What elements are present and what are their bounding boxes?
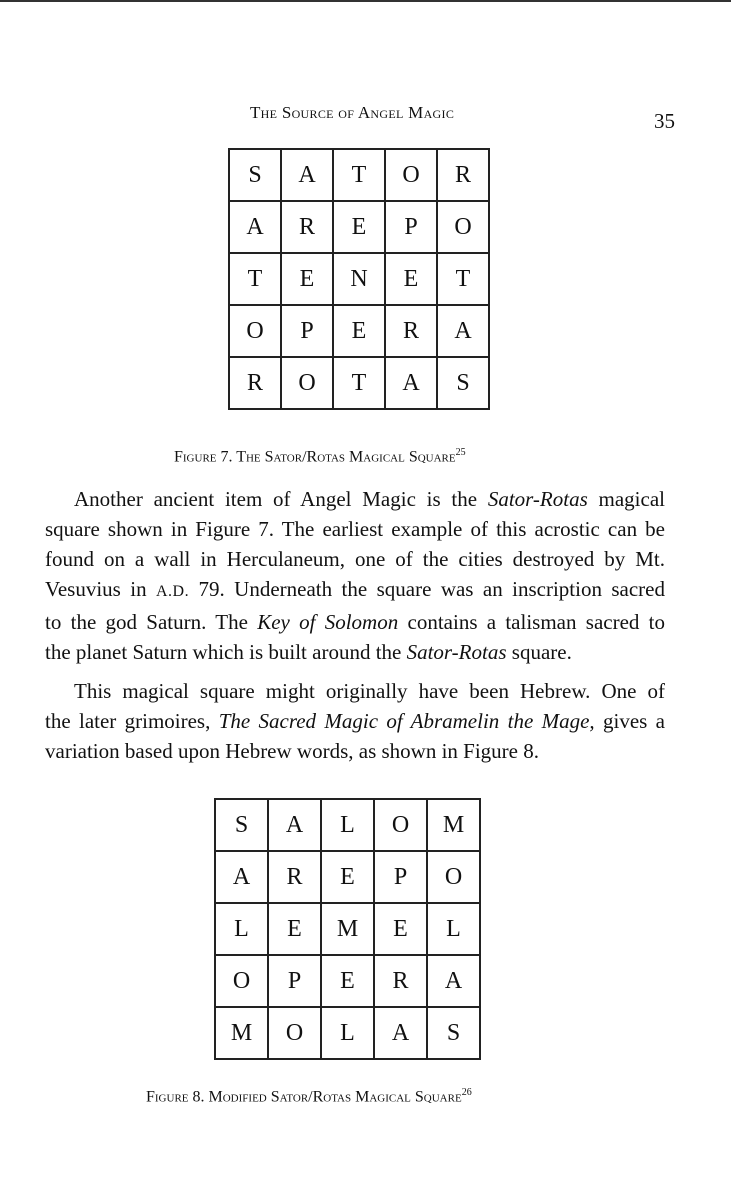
grid-cell: O	[374, 799, 427, 851]
grid-cell: R	[374, 955, 427, 1007]
grid-cell: R	[385, 305, 437, 357]
footnote-ref: 25	[455, 447, 466, 458]
footnote-ref: 26	[461, 1087, 472, 1098]
grid-cell: E	[321, 851, 374, 903]
text-run: 79. Underneath the square was an inscription sacred	[189, 577, 665, 601]
grid-cell: E	[374, 903, 427, 955]
text-run: This magical square might originally have been Hebrew. One of	[74, 679, 665, 703]
grid-cell: O	[268, 1007, 321, 1059]
page-edge	[0, 0, 731, 2]
caption-text: Figure 7. The Sator/Rotas Magical Square	[174, 448, 456, 466]
grid-row	[215, 799, 480, 851]
text-line	[45, 484, 665, 514]
grid-cell: E	[333, 305, 385, 357]
grid-cell: E	[385, 253, 437, 305]
grid-cell: A	[437, 305, 489, 357]
italic-title: Sator-Rotas	[406, 640, 507, 664]
grid-row	[215, 955, 480, 1007]
grid-cell: R	[281, 201, 333, 253]
grid-row	[229, 149, 489, 201]
grid-row	[215, 903, 480, 955]
grid-cell: L	[321, 1007, 374, 1059]
grid-row	[229, 305, 489, 357]
text-line	[45, 637, 665, 667]
grid-cell: A	[385, 357, 437, 409]
text-line	[45, 736, 665, 766]
grid-cell: M	[215, 1007, 268, 1059]
modified-square-grid	[214, 798, 481, 1060]
grid-row	[229, 357, 489, 409]
text-run: contains a talisman sacred to	[398, 610, 666, 634]
text-run: gives a	[594, 709, 665, 733]
grid-cell: T	[229, 253, 281, 305]
text-run: square.	[506, 640, 572, 664]
text-line	[45, 514, 665, 544]
grid-cell: O	[427, 851, 480, 903]
grid-cell: T	[437, 253, 489, 305]
grid-cell: E	[333, 201, 385, 253]
text-run: found on a wall in Herculaneum, one of the cities destroyed by Mt.	[45, 547, 665, 571]
grid-cell: A	[215, 851, 268, 903]
grid-cell: S	[437, 357, 489, 409]
grid-cell: E	[268, 903, 321, 955]
grid-cell: L	[321, 799, 374, 851]
grid-cell: N	[333, 253, 385, 305]
text-run: the planet Saturn which is built around the	[45, 640, 407, 664]
running-title: The Source of Angel Magic	[250, 103, 455, 122]
grid-cell: O	[281, 357, 333, 409]
grid-row	[215, 1007, 480, 1059]
grid-cell: R	[229, 357, 281, 409]
text-run: Another ancient item of Angel Magic is the	[74, 487, 488, 511]
paragraph-2	[45, 676, 665, 766]
text-line	[45, 574, 665, 607]
text-run: to the god Saturn. The	[45, 610, 258, 634]
grid-cell: O	[229, 305, 281, 357]
grid-cell: S	[229, 149, 281, 201]
grid-cell: O	[215, 955, 268, 1007]
italic-title: Sator-Rotas	[487, 487, 588, 511]
grid-row	[229, 253, 489, 305]
grid-cell: R	[268, 851, 321, 903]
grid-cell: O	[437, 201, 489, 253]
italic-title: Key of Solomon	[257, 610, 399, 634]
grid-cell: P	[374, 851, 427, 903]
grid-cell: P	[268, 955, 321, 1007]
grid-cell: T	[333, 357, 385, 409]
grid-cell: P	[385, 201, 437, 253]
grid-cell: A	[281, 149, 333, 201]
text-run: variation based upon Hebrew words, as shown in Figure 8.	[45, 739, 539, 763]
text-line	[45, 544, 665, 574]
text-run: Vesuvius in	[45, 577, 156, 601]
figure-7-caption	[174, 447, 466, 466]
grid-cell: M	[427, 799, 480, 851]
text-run: A.D.	[156, 583, 190, 600]
caption-text: Figure 8. Modified Sator/Rotas Magical Square	[146, 1088, 462, 1106]
grid-cell: P	[281, 305, 333, 357]
page-number: 35	[654, 109, 675, 133]
grid-row	[215, 851, 480, 903]
grid-cell: A	[427, 955, 480, 1007]
grid-cell: L	[427, 903, 480, 955]
grid-cell: A	[268, 799, 321, 851]
grid-cell: M	[321, 903, 374, 955]
grid-cell: E	[321, 955, 374, 1007]
text-line	[45, 607, 665, 637]
italic-title: The Sacred Magic of Abramelin the Mage,	[218, 709, 595, 733]
grid-cell: S	[427, 1007, 480, 1059]
grid-cell: T	[333, 149, 385, 201]
text-run: magical	[587, 487, 665, 511]
grid-cell: A	[229, 201, 281, 253]
grid-row	[229, 201, 489, 253]
paragraph-1	[45, 484, 665, 667]
grid-cell: E	[281, 253, 333, 305]
text-line	[45, 676, 665, 706]
sator-square-grid	[228, 148, 490, 410]
text-run: the later grimoires,	[45, 709, 219, 733]
grid-cell: L	[215, 903, 268, 955]
figure-8-caption	[146, 1087, 472, 1106]
grid-cell: R	[437, 149, 489, 201]
grid-cell: O	[385, 149, 437, 201]
grid-cell: A	[374, 1007, 427, 1059]
text-run: square shown in Figure 7. The earliest example of this acrostic can be	[45, 517, 665, 541]
grid-cell: S	[215, 799, 268, 851]
text-line	[45, 706, 665, 736]
